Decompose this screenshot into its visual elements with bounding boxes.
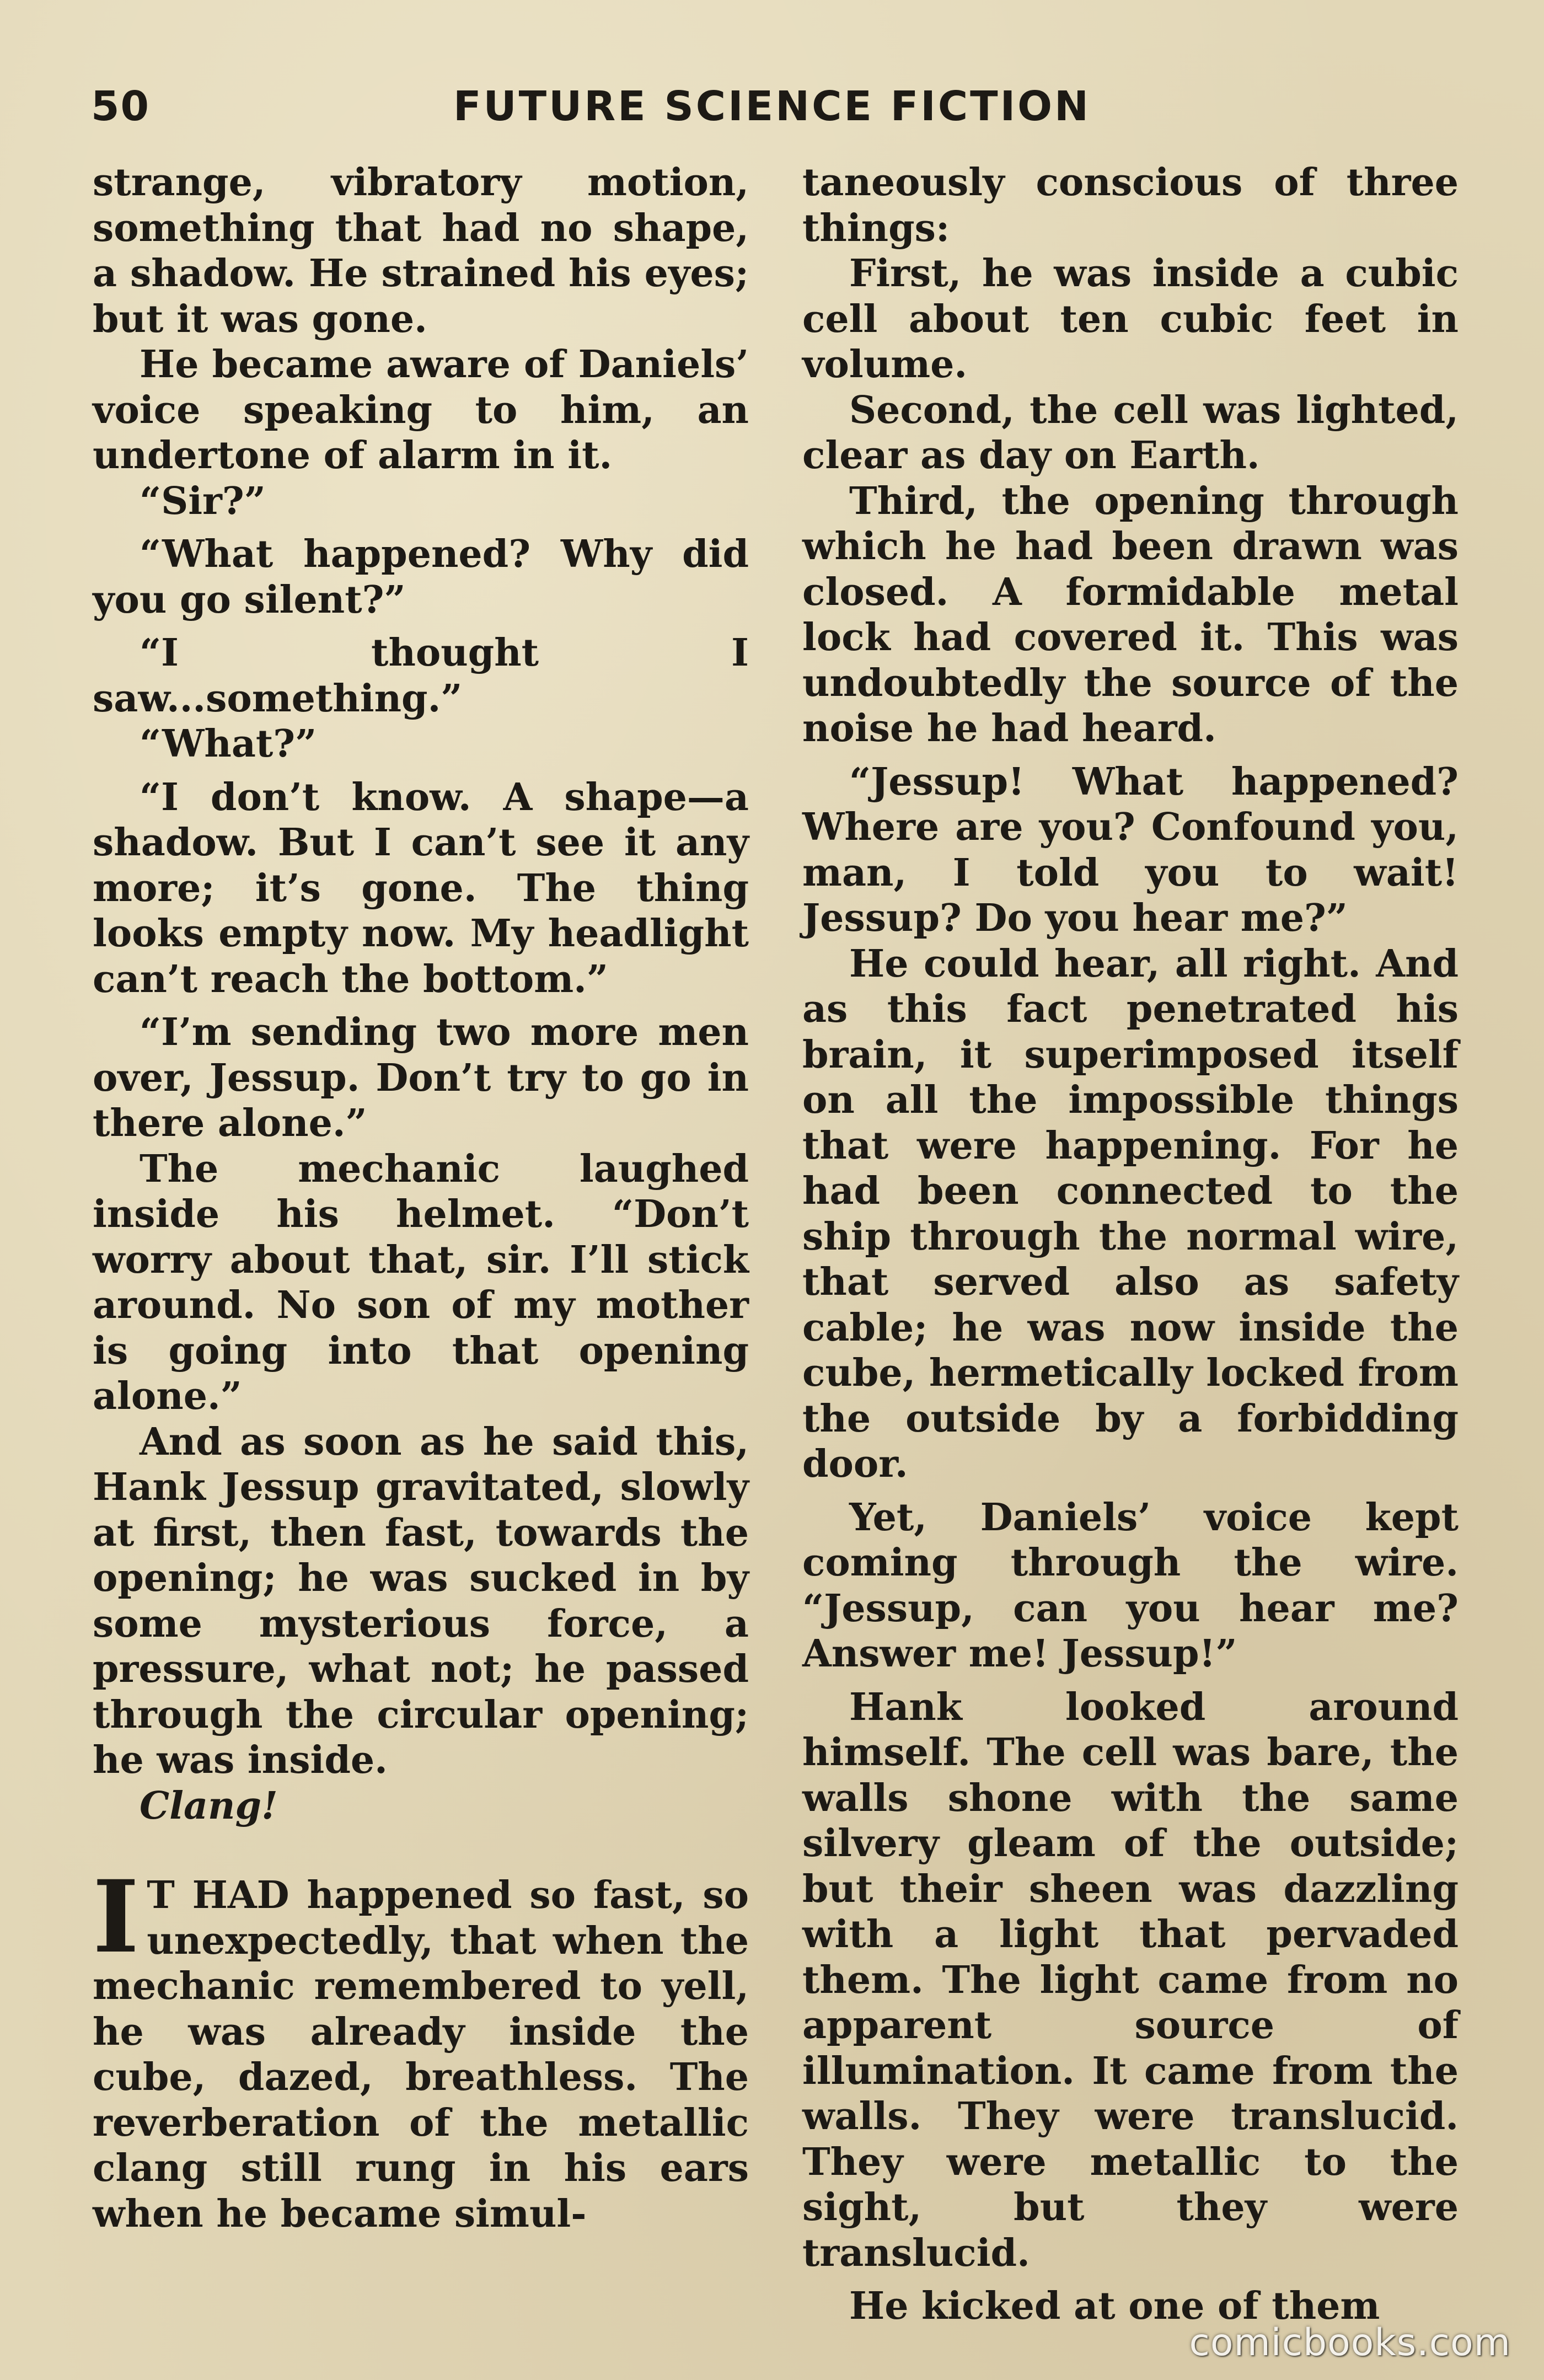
paragraph: “Sir?” [140, 479, 266, 523]
paragraph: “What?” [140, 722, 317, 766]
paragraph: Hank looked around himself. The cell was bare, the walls shone with the same silvery gleam of the outside; but their sheen was dazzling with a light that pervaded them. The light came from no apparent source of illumination. It came from the walls. They were translucid. They were metallic to the sight, but they were translucid. [802, 1685, 1459, 2275]
page-header [91, 83, 1453, 143]
magazine-title: FUTURE SCIENCE FICTION [453, 83, 1091, 130]
paragraph: strange, vibratory motion, something that had no shape, a shadow. He strained his eyes; but it was gone. [93, 160, 749, 341]
paragraph: “I thought I saw...something.” [93, 631, 749, 721]
paragraph: Second, the cell was lighted, clear as day on Earth. [802, 388, 1459, 478]
paragraph: Third, the opening through which he had been drawn was closed. A formidable metal lock had covered it. This was undoubtedly the source of the noise he had heard. [802, 479, 1459, 751]
paragraph: The mechanic laughed inside his helmet. “Don’t worry about that, sir. I’ll stick around. No son of my mother is going into that opening alone.” [93, 1146, 749, 1418]
right-column [802, 160, 1459, 2329]
paragraph: He became aware of Daniels’ voice speaking to him, an undertone of alarm in it. [93, 342, 749, 478]
paragraph: First, he was inside a cubic cell about ten cubic feet in volume. [802, 251, 1459, 387]
paragraph: Yet, Daniels’ voice kept coming through the wire. “Jessup, can you hear me? Answer me! Jessup!” [802, 1495, 1459, 1676]
left-column [93, 160, 749, 2237]
paragraph: “Jessup! What happened? Where are you? Confound you, man, I told you to wait! Jessup? Do you hear me?” [802, 759, 1459, 940]
section-break [93, 1829, 749, 1873]
watermark: comicbooks.com [1189, 2321, 1511, 2365]
paragraph: “I’m sending two more men over, Jessup. Don’t try to go in there alone.” [93, 1010, 749, 1145]
drop-cap: I [93, 1859, 140, 1975]
paragraph-clang: Clang! [140, 1783, 278, 1828]
paragraph: taneously conscious of three things: [802, 160, 1459, 250]
paragraph: He kicked at one of them [849, 2284, 1380, 2328]
paragraph: He could hear, all right. And as this fact penetrated his brain, it superimposed itself on all the impossible things that were happening. For he had been connected to the ship through the normal wire, that served also as safety cable; he was now inside the cube, hermetically locked from the outside by a forbidding door. [802, 941, 1459, 1486]
paragraph: “I don’t know. A shape—a shadow. But I can’t see it any more; it’s gone. The thing looks empty now. My headlight can’t reach the bottom.” [93, 775, 749, 1001]
page-number: 50 [91, 83, 150, 130]
paragraph: And as soon as he said this, Hank Jessup gravitated, slowly at first, then fast, towards the opening; he was sucked in by some mysterious force, a pressure, what not; he passed through the circular opening; he was inside. [93, 1419, 749, 1782]
dropcap-paragraph-text: T HAD happened so fast, so unexpectedly, that when the mechanic remembered to yell, he was already inside the cube, dazed, breathless. The reverberation of the metallic clang still rung in his ears when he became simul- [93, 1873, 749, 2236]
paragraph: “What happened? Why did you go silent?” [93, 532, 749, 622]
dropcap-paragraph [93, 1859, 749, 2237]
